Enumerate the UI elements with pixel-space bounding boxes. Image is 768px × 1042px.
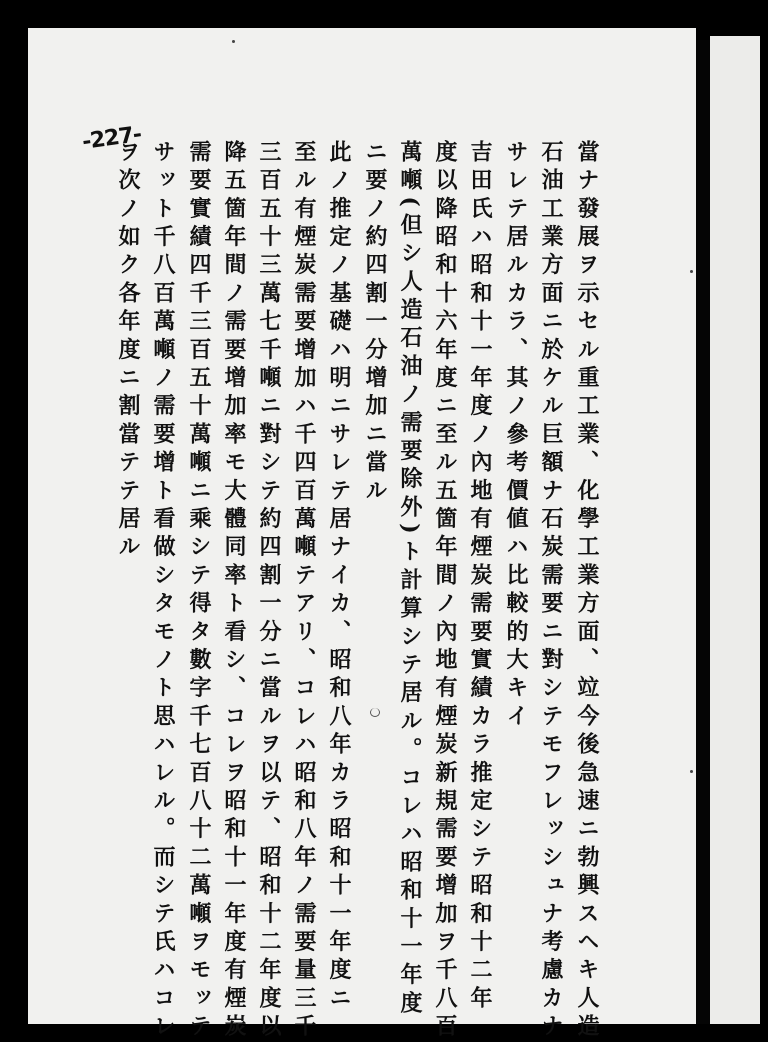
text-column-2: 石油工業方面ニ於ケル巨額ナ石炭需要ニ對シテモフレッシュナ考慮カナ [538,140,564,1042]
text-column-13: サット千八百萬噸ノ需要增ト看做シタモノト思ハレル。而シテ氏ハコレ [150,140,176,1042]
text-column-1: 當ナ發展ヲ示セル重工業、化學工業方面、竝今後急速ニ勃興スヘキ人造 [574,140,600,1042]
text-column-7: ニ要ノ約四割一分增加ニ當ル [362,140,388,507]
paper-speck [232,40,235,43]
text-column-9: 至ル有煙炭需要增加ハ千四百萬噸テアリ、コレハ昭和八年ノ需要量三千 [291,140,317,1042]
binding-mark [690,770,693,773]
text-column-5: 度以降昭和十六年度ニ至ル五箇年間ノ內地有煙炭新規需要增加ヲ千八百 [432,140,458,1042]
text-column-12: 需要實績四千三百五十萬噸ニ乘シテ得タ數字千七百八十二萬噸ヲモッテ [186,140,212,1042]
text-column-11: 降五箇年間ノ需要增加率モ大體同率ト看シ、コレヲ昭和十一年度有煙炭 [221,140,247,1042]
text-column-6: 萬噸(但シ人造石油ノ需要除外)ト計算シテ居ル。コレハ昭和十一年度 [397,140,423,1020]
ink-mark [370,708,380,717]
text-column-4: 吉田氏ハ昭和十一年度ノ內地有煙炭需要實績カラ推定シテ昭和十二年 [467,140,493,1015]
book-spine [696,40,710,1024]
text-column-10: 三百五十三萬七千噸ニ對シテ約四割一分ニ當ルヲ以テ、昭和十二年度以 [256,140,282,1042]
adjacent-page-edge [710,36,760,1024]
text-column-3: サレテ居ルカラ、其ノ參考價値ハ比較的大キイ [503,140,529,733]
binding-mark [690,270,693,273]
text-column-8: 此ノ推定ノ基礎ハ明ニサレテ居ナイカ、昭和八年カラ昭和十一年度ニ [326,140,352,1015]
text-column-14: ヲ次ノ如ク各年度ニ割當テテ居ル [115,140,141,563]
page-number: -227- [80,122,143,155]
